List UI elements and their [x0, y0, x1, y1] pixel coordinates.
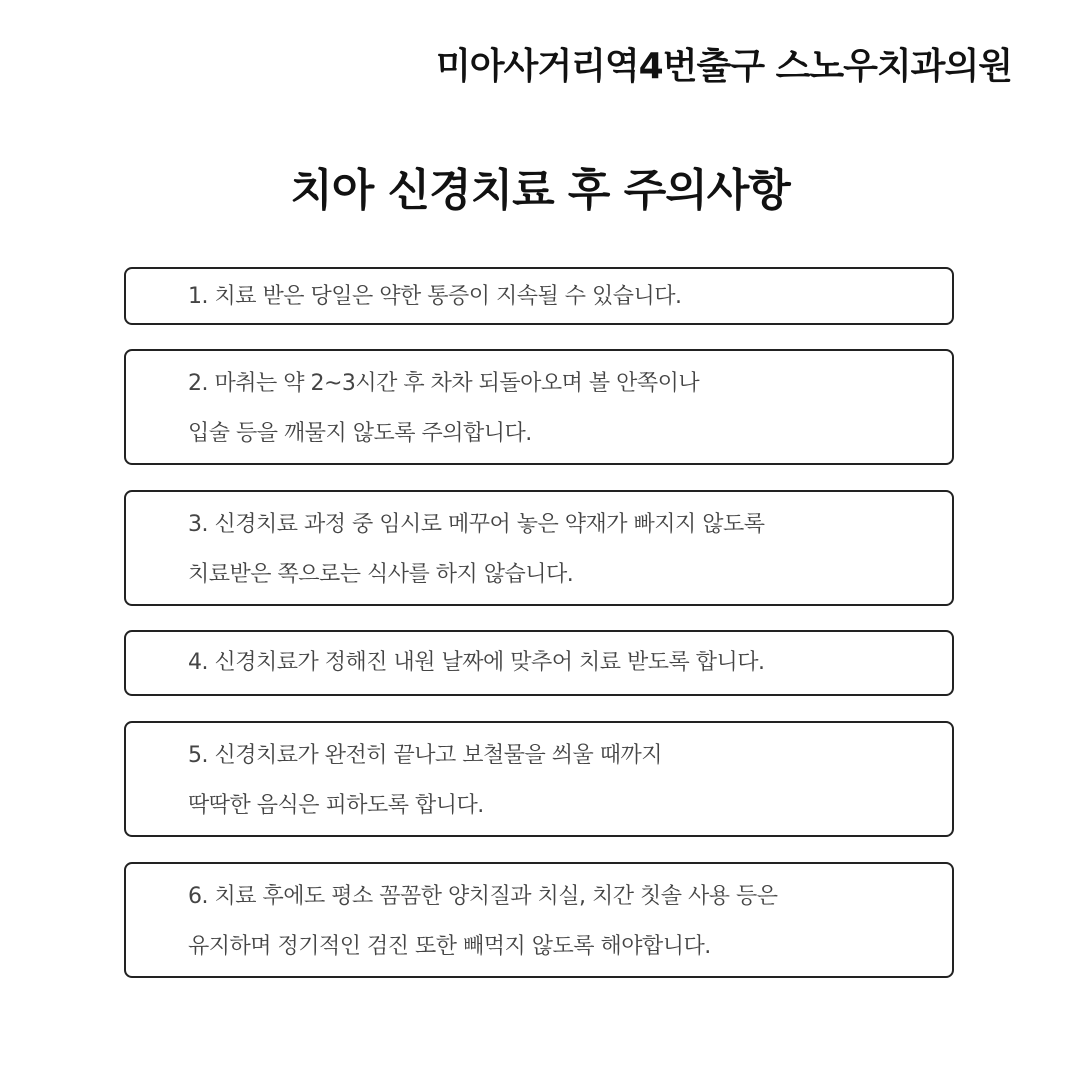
precaution-item-2-line-2: 입술 등을 깨물지 않도록 주의합니다. [188, 421, 532, 446]
clinic-name: 미아사거리역4번출구 스노우치과의원 [436, 46, 1012, 87]
precaution-item-5 [124, 721, 954, 837]
precaution-item-5-line-2: 딱딱한 음식은 피하도록 합니다. [188, 793, 484, 818]
precaution-item-3-line-2: 치료받은 쪽으로는 식사를 하지 않습니다. [188, 562, 574, 587]
precaution-item-3 [124, 490, 954, 606]
precaution-item-3-line-1: 3. 신경치료 과정 중 임시로 메꾸어 놓은 약재가 빠지지 않도록 [188, 512, 765, 537]
precaution-item-5-line-1: 5. 신경치료가 완전히 끝나고 보철물을 씌울 때까지 [188, 743, 662, 768]
precaution-item-2-line-1: 2. 마취는 약 2~3시간 후 차차 되돌아오며 볼 안쪽이나 [188, 371, 700, 396]
precaution-item-1 [124, 267, 954, 325]
precaution-item-4-line-1: 4. 신경치료가 정해진 내원 날짜에 맞추어 치료 받도록 합니다. [188, 650, 765, 675]
precaution-item-6 [124, 862, 954, 978]
precaution-item-6-line-1: 6. 치료 후에도 평소 꼼꼼한 양치질과 치실, 치간 칫솔 사용 등은 [188, 884, 778, 909]
page-title: 치아 신경치료 후 주의사항 [290, 165, 790, 216]
precaution-item-6-line-2: 유지하며 정기적인 검진 또한 빼먹지 않도록 해야합니다. [188, 934, 711, 959]
precaution-item-2 [124, 349, 954, 465]
precaution-item-1-line-1: 1. 치료 받은 당일은 약한 통증이 지속될 수 있습니다. [188, 284, 682, 309]
precaution-item-4 [124, 630, 954, 696]
